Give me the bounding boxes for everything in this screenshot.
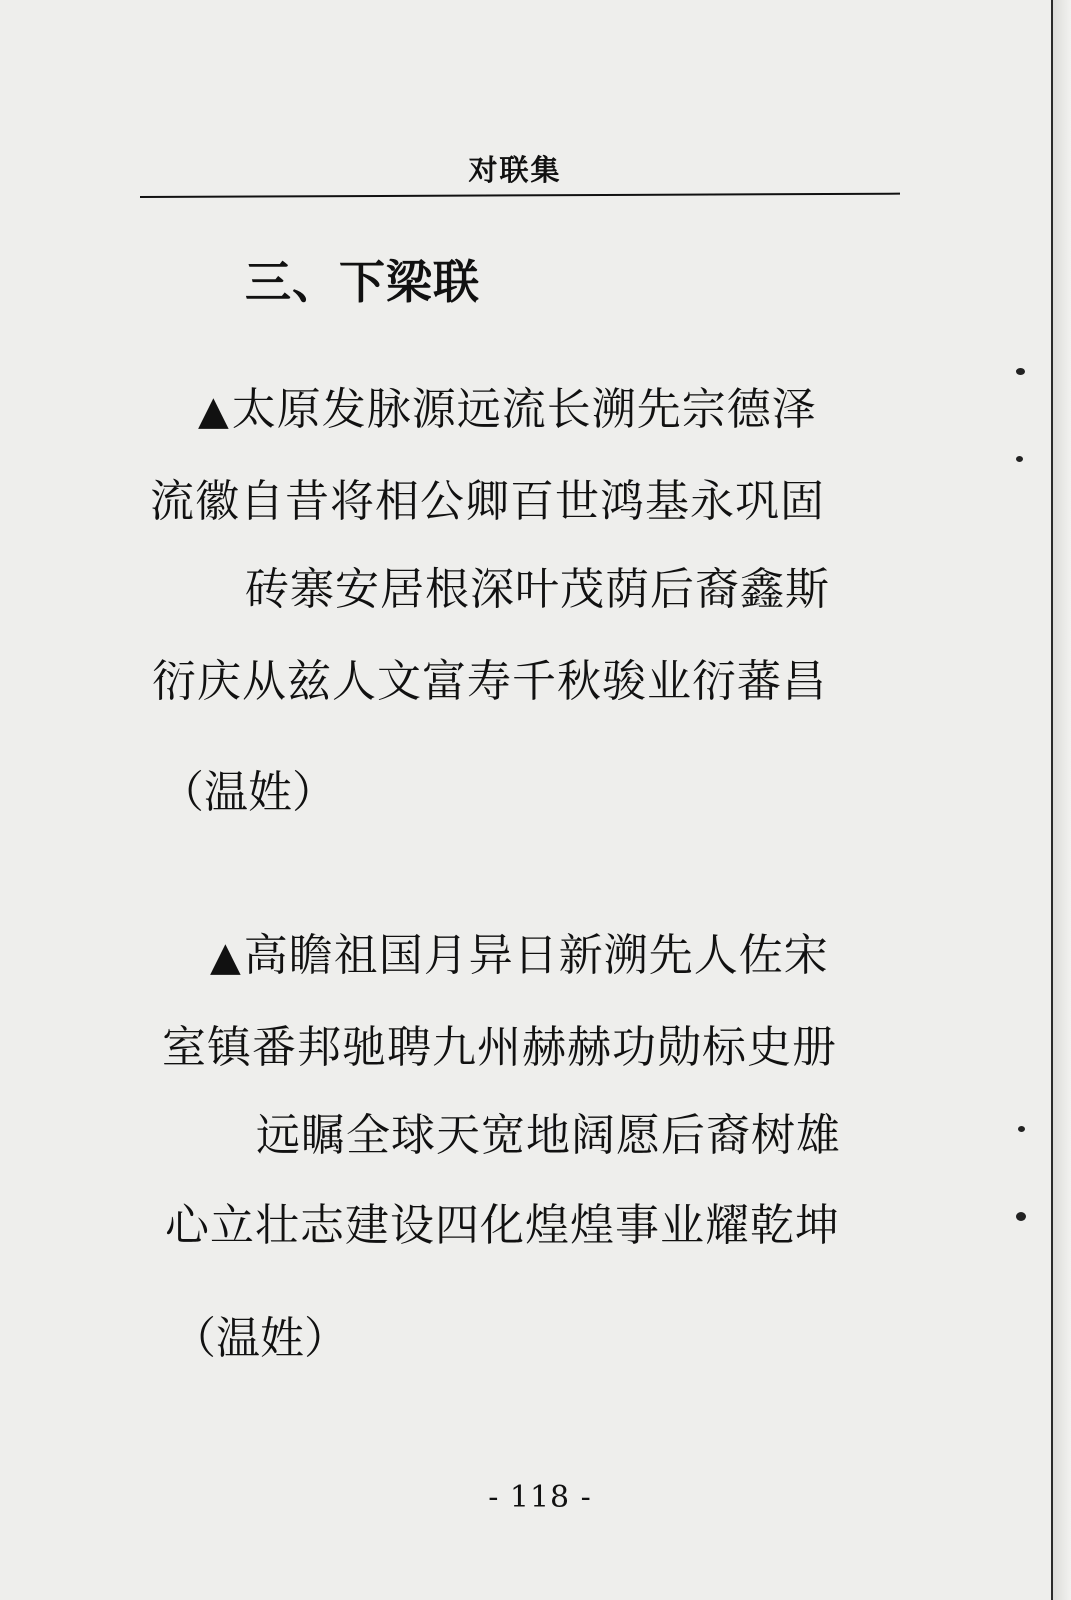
header-rule	[140, 193, 900, 198]
couplet-2-line-1	[210, 930, 829, 981]
triangle-marker-icon: ▲	[210, 934, 242, 980]
scan-speck	[1016, 1212, 1026, 1221]
couplet-1-attribution: （温姓）	[160, 767, 336, 818]
couplet-line-text: 高瞻祖国月异日新溯先人佐宋	[243, 930, 829, 981]
scan-speck	[1016, 368, 1025, 375]
couplet-2-line-3: 远瞩全球天宽地阔愿后裔树雄	[256, 1110, 841, 1161]
page-number: - 118 -	[488, 1480, 592, 1515]
couplet-2-attribution: （温姓）	[172, 1313, 348, 1364]
scan-speck	[1018, 1126, 1025, 1132]
couplet-line-text: 太原发脉源远流长溯先宗德泽	[231, 384, 817, 435]
page-edge-shadow	[1051, 0, 1071, 1600]
couplet-1-line-1	[198, 384, 817, 435]
couplet-1-line-3: 砖寨安居根深叶茂荫后裔鑫斯	[245, 564, 830, 615]
couplet-1-line-4: 衍庆从兹人文富寿千秋骏业衍蕃昌	[152, 656, 827, 707]
couplet-1-line-2: 流徽自昔将相公卿百世鸿基永巩固	[150, 476, 825, 527]
running-head: 对联集	[468, 153, 562, 187]
triangle-marker-icon: ▲	[198, 388, 230, 434]
scan-speck	[1016, 456, 1023, 462]
section-title: 三、下梁联	[245, 255, 480, 309]
couplet-2-line-2: 室镇番邦驰聘九州赫赫功勋标史册	[162, 1022, 837, 1073]
couplet-2-line-4: 心立壮志建设四化煌煌事业耀乾坤	[165, 1200, 840, 1251]
